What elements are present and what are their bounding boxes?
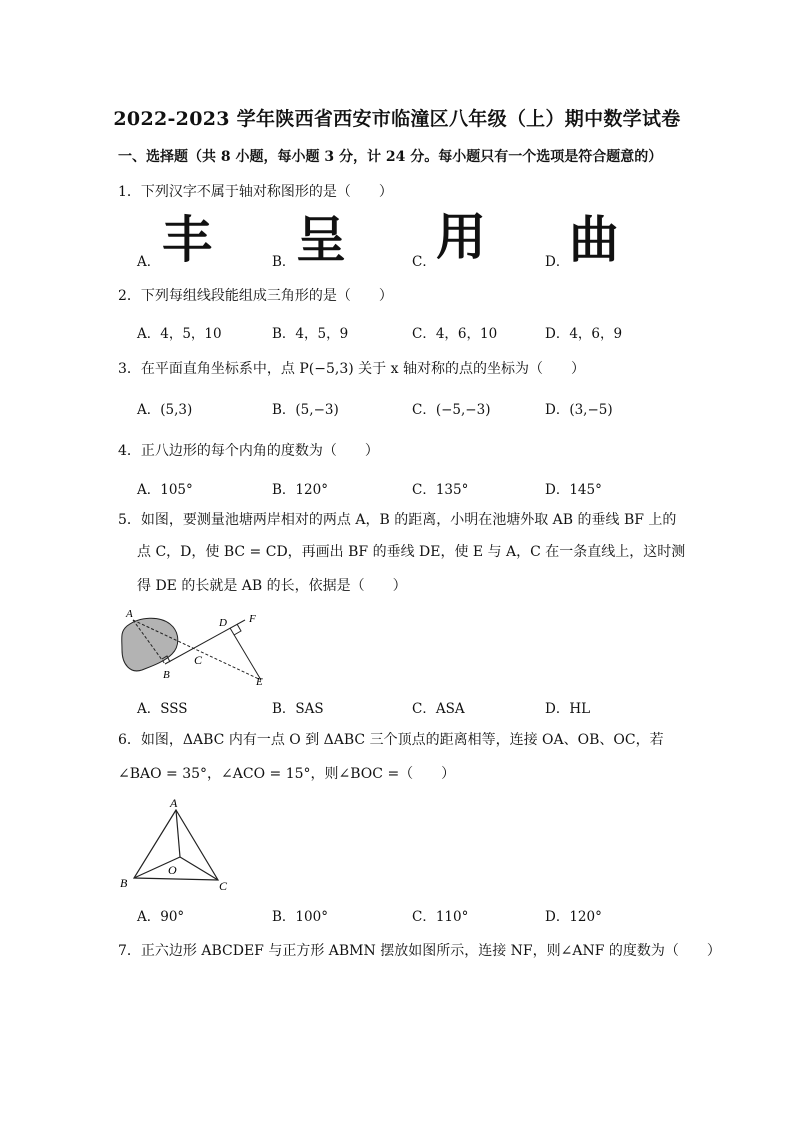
q5-option-c: C．ASA (412, 701, 465, 717)
label-o: O (168, 863, 177, 877)
question-6-line-1: 6．如图，ΔABC 内有一点 O 到 ΔABC 三个顶点的距离相等，连接 OA、OB、OC，若 (118, 732, 664, 748)
q1-option-b-char: 呈 (296, 211, 346, 269)
question-2-stem: 2．下列每组线段能组成三角形的是（ ） (118, 288, 393, 304)
q6-option-c: C．110° (412, 909, 469, 925)
label-b: B (163, 669, 170, 681)
question-5-line-3: 得 DE 的长就是 AB 的长，依据是（ ） (137, 578, 407, 594)
q5-option-b: B．SAS (272, 701, 324, 717)
q2-option-d: D．4，6，9 (545, 326, 623, 342)
q1-option-b-label: B． (272, 254, 296, 270)
question-4-stem: 4．正八边形的每个内角的度数为（ ） (118, 443, 379, 459)
q1-option-c-char: 用 (436, 208, 486, 266)
q5-pond-figure (118, 608, 278, 688)
question-1-stem: 1．下列汉字不属于轴对称图形的是（ ） (118, 184, 393, 200)
label-f: F (249, 613, 256, 625)
q3-option-b: B．(5,−3) (272, 402, 339, 418)
pond-shape (122, 618, 178, 671)
q1-option-a-char: 丰 (162, 211, 212, 269)
q2-option-c: C．4，6，10 (412, 326, 498, 342)
q1-option-c-label: C． (412, 254, 436, 270)
q1-option-d-char: 曲 (569, 211, 619, 269)
section-heading: 一、选择题（共 8 小题，每小题 3 分，计 24 分。每小题只有一个选项是符合题意的） (118, 149, 663, 165)
q4-option-c: C．135° (412, 482, 469, 498)
question-7-stem: 7．正六边形 ABCDEF 与正方形 ABMN 摆放如图所示，连接 NF，则∠ANF 的度数为（ ） (118, 943, 721, 959)
question-5-line-1: 5．如图，要测量池塘两岸相对的两点 A，B 的距离，小明在池塘外取 AB 的垂线 BF 上的 (118, 512, 677, 528)
label-b: B (120, 876, 128, 890)
question-3-stem: 3．在平面直角坐标系中，点 P(−5,3) 关于 x 轴对称的点的坐标为（ ） (118, 361, 585, 377)
segment-oa (176, 810, 180, 857)
q1-option-d-label: D． (545, 254, 570, 270)
label-e: E (256, 676, 263, 688)
q6-option-a: A．90° (137, 909, 185, 925)
label-a: A (126, 608, 133, 620)
label-c: C (194, 653, 203, 667)
q3-option-a: A．(5,3) (137, 402, 193, 418)
q2-option-a: A．4，5，10 (137, 326, 222, 342)
q6-triangle-figure (118, 795, 238, 895)
question-6-line-2: ∠BAO = 35°，∠ACO = 15°，则∠BOC =（ ） (118, 766, 456, 782)
label-d: D (219, 617, 227, 629)
label-a: A (170, 796, 178, 810)
page-title: 2022-2023 学年陕西省西安市临潼区八年级（上）期中数学试卷 (113, 108, 681, 130)
q4-option-a: A．105° (137, 482, 193, 498)
q6-option-b: B．100° (272, 909, 328, 925)
label-c: C (219, 879, 228, 893)
q2-option-b: B．4，5，9 (272, 326, 349, 342)
q3-option-c: C．(−5,−3) (412, 402, 491, 418)
q5-option-d: D．HL (545, 701, 591, 717)
q5-option-a: A．SSS (137, 701, 188, 717)
question-5-line-2: 点 C，D，使 BC = CD，再画出 BF 的垂线 DE，使 E 与 A，C 在一条直线上，这时测 (137, 544, 686, 560)
q6-option-d: D．120° (545, 909, 602, 925)
q3-option-d: D．(3,−5) (545, 402, 613, 418)
q4-option-d: D．145° (545, 482, 602, 498)
q1-option-a-label: A． (137, 254, 161, 270)
segment-oc (180, 857, 218, 880)
q4-option-b: B．120° (272, 482, 328, 498)
segment-de (230, 628, 261, 680)
